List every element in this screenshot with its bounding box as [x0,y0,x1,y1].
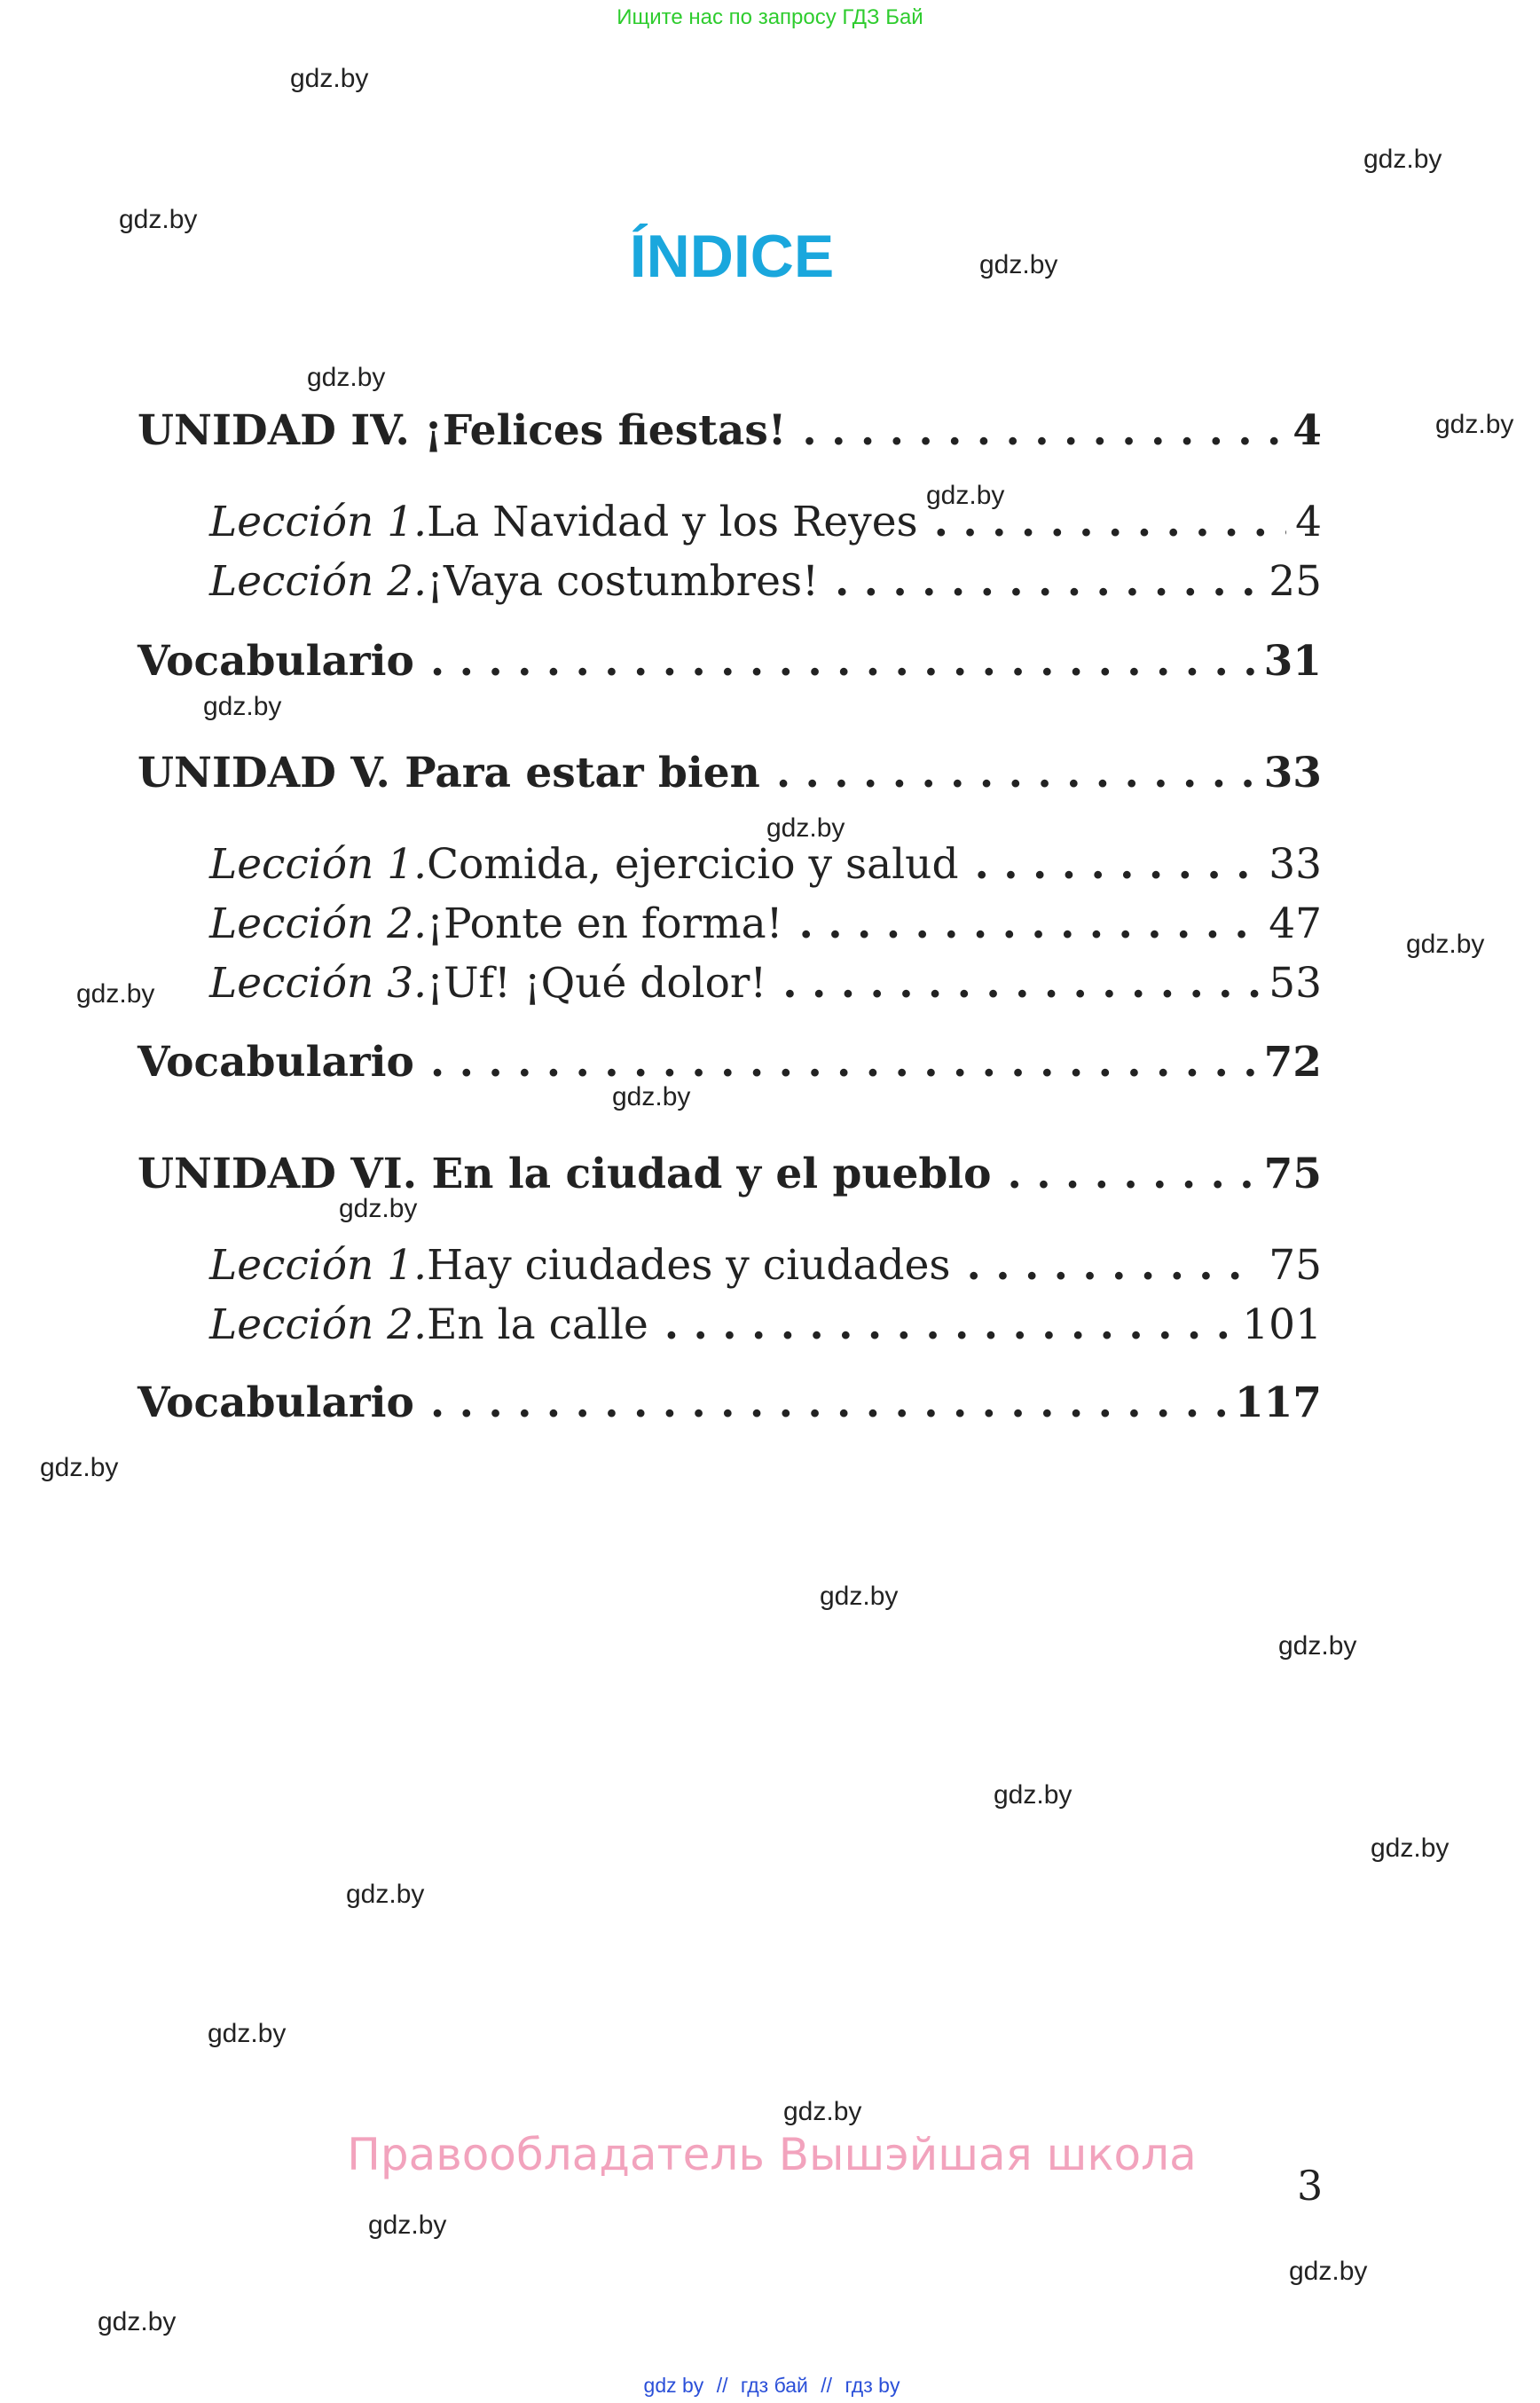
lesson-number: Lección 2. [209,1300,428,1349]
watermark: gdz.by [346,1880,425,1909]
lesson-number: Lección 1. [209,840,428,889]
toc-page-number: 4 [1295,498,1322,546]
watermark: gdz.by [203,692,282,721]
toc-entry-unit-6-lesson-2 [209,1300,1322,1349]
watermark: gdz.by [208,2019,287,2048]
watermark: gdz.by [290,64,369,93]
footer-link-gdz-bai[interactable]: гдз бай [740,2374,808,2397]
dot-leader [430,637,1255,686]
toc-entry-unit-4-lesson-1 [209,498,1322,546]
toc-entry-unit-5-lesson-2 [209,899,1322,948]
toc-page-number: 47 [1269,899,1322,948]
watermark: gdz.by [994,1780,1072,1810]
toc-page-number: 117 [1234,1378,1322,1427]
page-title: ÍNDICE [629,223,835,290]
watermark: gdz.by [1435,410,1514,439]
watermark: gdz.by [979,250,1058,279]
toc-entry-vocabulary-1 [138,637,1322,686]
toc-page-number: 53 [1269,959,1322,1008]
dot-leader [799,899,1261,948]
top-promo-banner[interactable]: Ищите нас по запросу ГДЗ Бай [617,5,923,29]
watermark: gdz.by [612,1082,691,1111]
lesson-title: ¡Uf! ¡Qué dolor! [427,959,767,1008]
watermark: gdz.by [1363,145,1442,174]
rights-holder-notice: Правообладатель Вышэйшая школа [347,2129,1197,2180]
watermark: gdz.by [1371,1834,1450,1863]
toc-entry-unit-6 [138,1150,1322,1198]
watermark: gdz.by [76,979,155,1009]
lesson-title: En la calle [427,1300,648,1349]
toc-entry-label: Vocabulario [138,1038,414,1087]
footer-links [0,2374,1540,2398]
toc-page-number: 25 [1269,557,1322,606]
dot-leader [835,557,1260,606]
footer-separator: // [821,2374,833,2397]
toc-entry-unit-5-lesson-3 [209,959,1322,1008]
toc-entry-label: UNIDAD VI. En la ciudad y el pueblo [138,1150,992,1198]
watermark: gdz.by [783,2097,862,2126]
lesson-number: Lección 2. [209,899,428,948]
watermark: gdz.by [820,1582,899,1611]
lesson-title: La Navidad y los Reyes [427,498,918,546]
dot-leader [782,959,1260,1008]
dot-leader [975,840,1261,889]
toc-page-number: 72 [1263,1038,1322,1087]
footer-link-gdz-by[interactable]: gdz by [643,2374,704,2397]
toc-entry-label: Vocabulario [138,1378,414,1427]
toc-page-number: 75 [1263,1150,1322,1198]
toc-page-number: 75 [1269,1241,1322,1290]
toc-page-number: 101 [1242,1300,1322,1349]
watermark: gdz.by [98,2307,177,2336]
lesson-number: Lección 1. [209,498,428,546]
dot-leader [967,1241,1261,1290]
dot-leader [802,406,1284,455]
watermark: gdz.by [119,205,198,234]
lesson-number: Lección 2. [209,557,428,606]
lesson-title: ¡Ponte en forma! [427,899,783,948]
lesson-number: Lección 1. [209,1241,428,1290]
toc-entry-label: Vocabulario [138,637,414,686]
watermark: gdz.by [1289,2257,1368,2286]
watermark: gdz.by [40,1453,119,1482]
lesson-title: Comida, ejercicio y salud [427,840,959,889]
toc-entry-unit-6-lesson-1 [209,1241,1322,1290]
watermark: gdz.by [339,1194,418,1223]
footer-separator: // [716,2374,728,2397]
dot-leader [430,1378,1226,1427]
page-number: 3 [1297,2162,1324,2210]
toc-entry-unit-5-lesson-1 [209,840,1322,889]
toc-page-number: 33 [1263,749,1322,797]
lesson-title: ¡Vaya costumbres! [427,557,819,606]
watermark: gdz.by [307,363,386,392]
watermark: gdz.by [1278,1631,1357,1661]
dot-leader [430,1038,1255,1087]
toc-entry-vocabulary-2 [138,1038,1322,1087]
lesson-number: Lección 3. [209,959,428,1008]
dot-leader [1007,1150,1254,1198]
dot-leader [664,1300,1233,1349]
toc-entry-unit-4 [138,406,1322,455]
dot-leader [776,749,1255,797]
toc-entry-unit-4-lesson-2 [209,557,1322,606]
watermark: gdz.by [1406,930,1485,959]
toc-page-number: 33 [1269,840,1322,889]
toc-entry-label: UNIDAD V. Para estar bien [138,749,760,797]
lesson-title: Hay ciudades y ciudades [427,1241,951,1290]
toc-page-number: 4 [1292,406,1322,455]
toc-page-number: 31 [1263,637,1322,686]
watermark: gdz.by [368,2211,447,2240]
watermark: gdz.by [766,813,845,843]
toc-entry-unit-5 [138,749,1322,797]
toc-entry-label: UNIDAD IV. ¡Felices fiestas! [138,406,787,455]
watermark: gdz.by [926,481,1005,510]
toc-entry-vocabulary-3 [138,1378,1322,1427]
footer-link-gdz-by-2[interactable]: гдз by [845,2374,900,2397]
